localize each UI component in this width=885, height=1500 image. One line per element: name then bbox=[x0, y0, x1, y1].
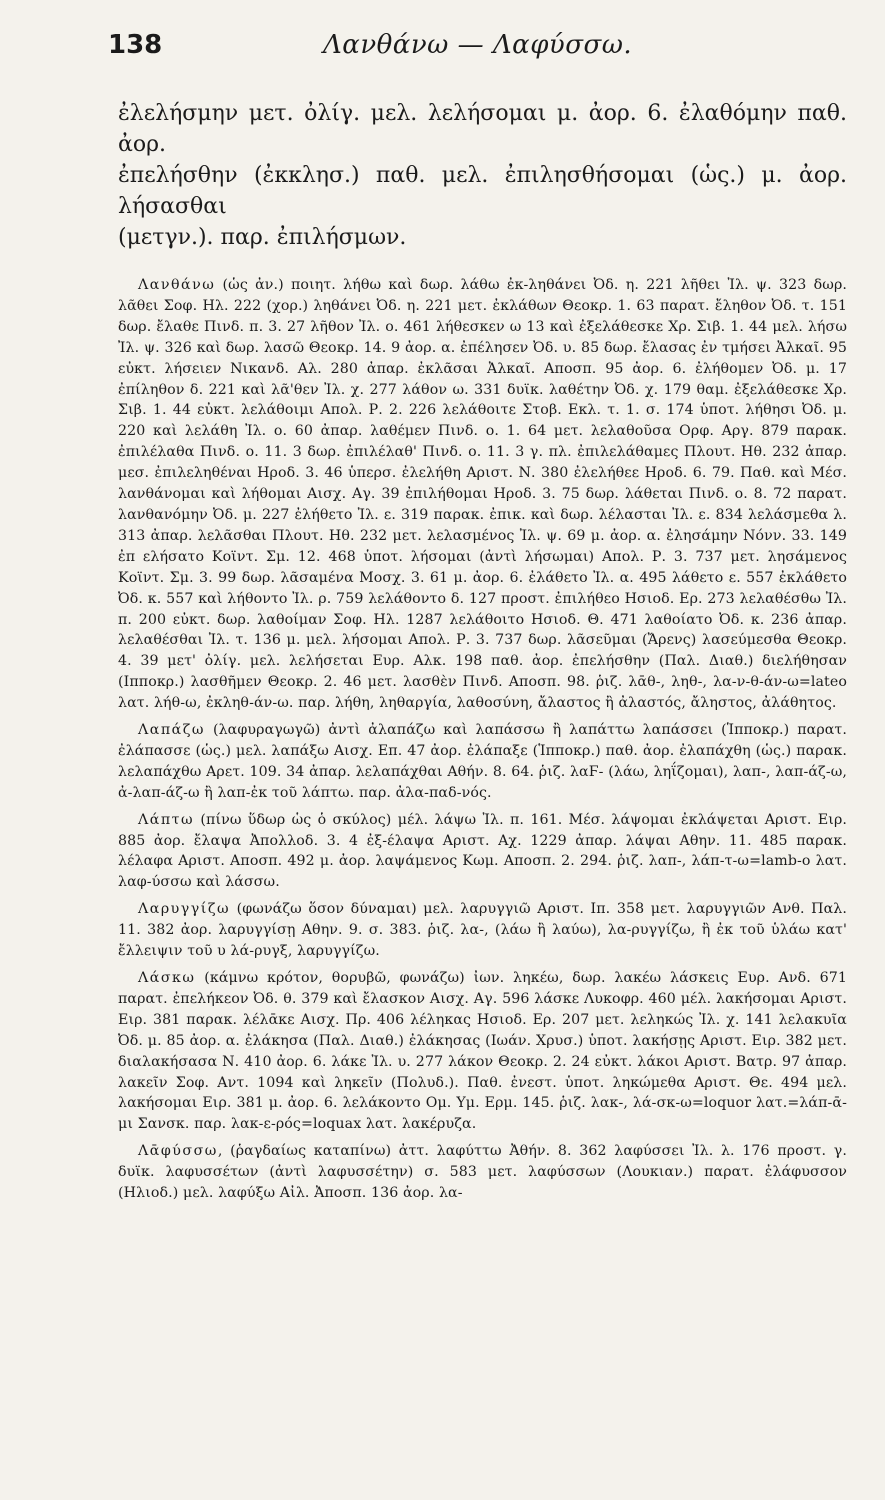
entry-text: , (ῥαγδαίως καταπίνω) ἀττ. λαφύττω Ἀθήν. 8. 362 λαφύσσει Ἰλ. λ. 176 προστ. γ. δυϊκ. λαφυσσέτων (ἀντὶ λαφυσσέτην) σ. 583 μετ. λαφύσσων (Λουκιαν.) παρατ. ἐλάφυσσον (Ηλιοδ.) μελ. λαφύξω Αἰλ. Ἀποσπ. 136 ἀορ. λα- bbox=[118, 1143, 847, 1202]
entry-lemma: Λάπτω bbox=[138, 811, 195, 828]
entry-lanthano bbox=[118, 275, 847, 714]
entry-lemma: Λᾱφύσσω bbox=[138, 1143, 218, 1160]
entry-laryngizo bbox=[118, 899, 847, 962]
entry-text: (πίνω ὕδωρ ὡς ὁ σκύλος) μέλ. λάψω Ἰλ. π. 161. Μέσ. λάψομαι ἐκλάψεται Αριστ. Ειρ. 885 ἀορ. ἔλαψα Ἀπολλοδ. 3. 4 ἐξ-έλαψα Αριστ. Αχ. 1229 ἀπαρ. λάψαι Αθην. 11. 485 παρακ. λέλαφα Αριστ. Αποσπ. 492 μ. ἀορ. λαψάμενος Κωμ. Αποσπ. 2. 294. ῥιζ. λαπ-, λάπ-τ-ω=lamb-o λατ. λαφ-ύσσω καὶ λάσσω. bbox=[118, 811, 847, 891]
page-header bbox=[108, 30, 847, 88]
entry-text: (κάμνω κρότον, θορυβῶ, φωνάζω) ἰων. ληκέω, δωρ. λακέω λάσκεις Ευρ. Ανδ. 671 παρατ. ἐπελήκεον Ὀδ. θ. 379 καὶ ἔλασκον Αισχ. Αγ. 596 λάσκε Λυκοφρ. 460 μέλ. λακήσομαι Αριστ. Ειρ. 381 παρακ. λέλᾱκε Αισχ. Πρ. 406 λέληκας Ησιοδ. Ερ. 207 μετ. λεληκώς Ἰλ. χ. 141 λελακυῖα Ὀδ. μ. 85 ἀορ. α. ἐλάκησα (Παλ. Διαθ.) ἐλάκησας (Ιωάν. Χρυσ.) ὑποτ. λακήσῃς Αριστ. Ειρ. 382 μετ. διαλακήσασα Ν. 410 ἀορ. 6. λάκε Ἰλ. υ. 277 λάκον Θεοκρ. 2. 24 εὐκτ. λάκοι Αριστ. Βατρ. 97 ἀπαρ. λακεῖν Σοφ. Αντ. 1094 καὶ ληκεῖν (Πολυδ.). Παθ. ἐνεστ. ὑποτ. ληκώμεθα Αριστ. Θε. 494 μελ. λακήσομαι Ειρ. 381 μ. ἀορ. 6. λελάκοντο Ομ. Υμ. Ερμ. 145. ῥιζ. λακ-, λά-σκ-ω=loquor λατ.=λάπ-ᾱ-μι Σανσκ. παρ. λακ-ε-ρός=loquax λατ. λακέρυζα. bbox=[118, 970, 847, 1133]
entry-text: (ὡς ἀν.) ποιητ. λήθω καὶ δωρ. λάθω ἐκ-ληθάνει Ὀδ. η. 221 λῆθει Ἰλ. ψ. 323 δωρ. λᾶθει Σοφ. Ηλ. 222 (χορ.) ληθάνει Ὀδ. η. 221 μετ. ἐκλάθων Θεοκρ. 1. 63 παρατ. ἔληθον Ὀδ. τ. 151 δωρ. ἔλαθε Πινδ. π. 3. 27 λῆθον Ἰλ. ο. 461 λήθεσκεν ω 13 καὶ ἐξελάθεσκε Χρ. Σιβ. 1. 44 μελ. λήσω Ἰλ. ψ. 326 καὶ δωρ. λασῶ Θεοκρ. 14. 9 ἀορ. α. ἐπέλησεν Ὀδ. υ. 85 δωρ. ἔλασας ἐν τμήσει Ἀλκαῖ. 95 εὐκτ. λήσειεν Νικανδ. Αλ. 280 ἀπαρ. ἐκλᾶσαι Ἀλκαῖ. Αποσπ. 95 ἀορ. 6. ἐλήθομεν Ὀδ. μ. 17 ἐπίληθον δ. 221 καὶ λᾶ'θεν Ἰλ. χ. 277 λάθον ω. 331 δυϊκ. λαθέτην Ὀδ. χ. 179 θαμ. ἐξελάθεσκε Χρ. Σιβ. 1. 44 εὐκτ. λελάθοιμι Απολ. Ρ. 2. 226 λελάθοιτε Στοβ. Εκλ. τ. 1. σ. 174 ὑποτ. λήθησι Ὀδ. μ. 220 καὶ λελάθη Ἰλ. ο. 60 ἀπαρ. λαθέμεν Πινδ. ο. 1. 64 μετ. λελαθοῦσα Ορφ. Αργ. 879 παρακ. ἐπιλέλαθα Πινδ. ο. 11. 3 δωρ. ἐπιλέλαθ' Πινδ. ο. 11. 3 γ. πλ. ἐπιλελάθαμες Πλουτ. Ηθ. 232 ἀπαρ. μεσ. ἐπιλεληθέναι Ηροδ. 3. 46 ὑπερσ. ἐλελήθη Αριστ. Ν. 380 ἐλελήθεε Ηροδ. 6. 79. Παθ. καὶ Μέσ. λανθάνομαι καὶ λήθομαι Αισχ. Αγ. 39 ἐπιλήθομαι Ηροδ. 3. 75 δωρ. λάθεται Πινδ. ο. 8. 72 παρατ. λανθανόμην Ὀδ. μ. 227 ἐλήθετο Ἰλ. ε. 319 παρακ. ἐπικ. καὶ δωρ. λέλασται Ἰλ. ε. 834 λελάσμεθα λ. 313 ἀπαρ. λελᾶσθαι Πλουτ. Ηθ. 232 μετ. λελασμένος Ἰλ. ψ. 69 μ. ἀορ. α. ἐλησάμην Νόνν. 33. 149 ἐπ ελήσατο Κοϊντ. Σμ. 12. 468 ὑποτ. λήσομαι (ἀντὶ λήσωμαι) Απολ. Ρ. 3. 737 μετ. λησάμενος Κοϊντ. Σμ. 3. 99 δωρ. λᾶσαμένα Μοσχ. 3. 61 μ. ἀορ. 6. ἐλάθετο Ἰλ. α. 495 λάθετο ε. 557 ἐκλάθετο Ὀδ. κ. 557 καὶ λήθοντο Ἰλ. ρ. 759 λελάθοντο δ. 127 προστ. ἐπιλήθεο Ησιοδ. Ερ. 273 λελαθέσθω Ἰλ. π. 200 εὐκτ. δωρ. λαθοίμαν Σοφ. Ηλ. 1287 λελάθοιτο Ησιοδ. Θ. 471 λαθοίατο Ὀδ. κ. 236 ἀπαρ. λελαθέσθαι Ἰλ. τ. 136 μ. μελ. λήσομαι Απολ. Ρ. 3. 737 δωρ. λᾶσεῦμαι (Ἄρενς) λασεύμεσθα Θεοκρ. 4. 39 μετ' ὀλίγ. μελ. λελήσεται Ευρ. Αλκ. 198 παθ. ἀορ. ἐπελήσθην (Παλ. Διαθ.) διελήθησαν (Ιπποκρ.) λασθῆμεν Θεοκρ. 2. 46 μετ. λασθὲν Πινδ. Αποσπ. 98. ῥιζ. λᾱθ-, ληθ-, λα-ν-θ-άν-ω=lateo λατ. λήθ-ω, ἐκληθ-άν-ω. παρ. λήθη, ληθαργία, λαθοσύνη, ἄλαστος ἢ ἀλαστός, ἄληστος, ἀλάθητος. bbox=[118, 277, 847, 712]
intro-line: ἐπελήσθην (ἐκκλησ.) παθ. μελ. ἐπιλησθήσομαι (ὡς.) μ. ἀορ. λήσασθαι bbox=[118, 163, 847, 219]
page-number: 138 bbox=[108, 30, 163, 60]
entry-lemma: Λανθάνω bbox=[138, 277, 216, 293]
entry-text: (φωνάζω ὅσον δύναμαι) μελ. λαρυγγιῶ Αριστ. Ιπ. 358 μετ. λαρυγγιῶν Ανθ. Παλ. 11. 382 ἀορ. λαρυγγίσῃ Αθην. 9. σ. 383. ῥιζ. λα-, (λάω ἢ λαύω), λα-ρυγγίζω, ἢ ἐκ τοῦ ὑλάω κατ' ἔλλειψιν τοῦ υ λά-ρυγξ, λαρυγγίζω. bbox=[118, 901, 847, 960]
entry-laphysso bbox=[118, 1141, 847, 1204]
entry-lemma: Λάσκω bbox=[138, 970, 196, 986]
continued-entry bbox=[118, 98, 847, 253]
entry-lasko bbox=[118, 968, 847, 1135]
entry-lapto bbox=[118, 810, 847, 894]
entry-lapazo bbox=[118, 720, 847, 804]
entry-lemma: Λαπάζω bbox=[138, 722, 205, 739]
intro-line: (μετγν.). παρ. ἐπιλήσμων. bbox=[118, 225, 407, 250]
entry-lemma: Λαρυγγίζω bbox=[138, 901, 231, 918]
running-title: Λανθάνω — Λαφύσσω. bbox=[323, 30, 633, 60]
intro-line: ἐλελήσμην μετ. ὀλίγ. μελ. λελήσομαι μ. ἀορ. 6. ἐλαθόμην παθ. ἀορ. bbox=[118, 101, 847, 157]
entry-text: (λαφυραγωγῶ) ἀντὶ ἀλαπάζω καὶ λαπάσσω ἢ λαπάττω λαπάσσει (Ἱπποκρ.) παρατ. ἐλάπασσε (ὡς.) μελ. λαπάξω Αισχ. Επ. 47 ἀορ. ἐλάπαξε (Ἱπποκρ.) παθ. ἀορ. ἐλαπάχθη (ὡς.) παρακ. λελαπάχθω Αρετ. 109. 34 ἀπαρ. λελαπάχθαι Αθήν. 8. 64. ῥιζ. λαϜ- (λάω, ληΐζομαι), λαπ-, λαπ-άζ-ω, ἀ-λαπ-άζ-ω ἢ λαπ-ἐκ τοῦ λάπτω. παρ. ἀλα-παδ-νός. bbox=[118, 722, 847, 801]
